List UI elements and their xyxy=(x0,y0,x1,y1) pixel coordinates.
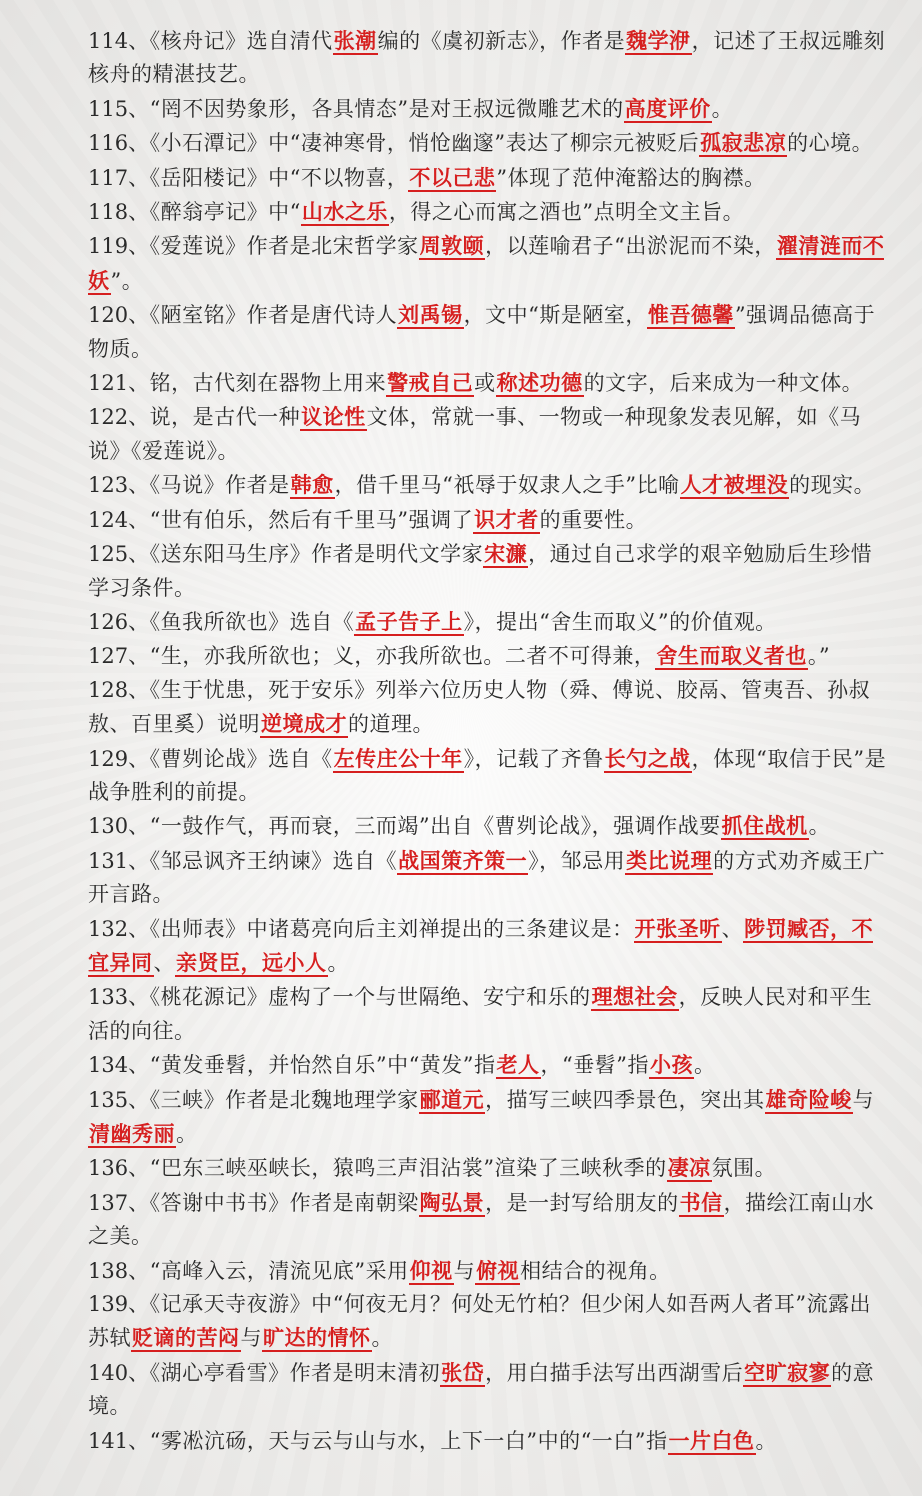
item-number: 138 xyxy=(88,1258,129,1283)
highlighted-answer: 舍生而取义者也 xyxy=(656,643,807,669)
list-item-116 xyxy=(88,126,888,160)
item-text: 、《陋室铭》作者是唐代诗人 xyxy=(128,303,398,328)
item-text: 、“生，亦我所欲也；义，亦我所欲也。二者不可得兼， xyxy=(128,644,656,669)
item-text: 、《生于忧患，死于安乐》列举六位历史人物（舜、傅说、胶鬲、管夷吾、孙叔敖、百里奚）说明 xyxy=(88,677,871,737)
highlighted-answer: 宋濂 xyxy=(484,541,528,567)
item-number: 124 xyxy=(88,507,129,532)
highlighted-answer: 称述功德 xyxy=(496,370,583,396)
item-number: 129 xyxy=(88,746,129,771)
highlighted-answer: 老人 xyxy=(496,1052,540,1078)
item-text: ，反映人民对和平生活的向往。 xyxy=(88,985,873,1043)
item-text: 、《送东阳马生序》作者是明代文学家 xyxy=(128,542,484,567)
list-item-114 xyxy=(88,24,888,92)
list-item-125 xyxy=(88,537,888,605)
list-item-128 xyxy=(88,674,888,742)
item-text: 与 xyxy=(453,1258,476,1283)
item-number: 120 xyxy=(88,303,129,328)
item-number: 135 xyxy=(88,1087,129,1112)
highlighted-answer: 小孩 xyxy=(650,1052,694,1078)
highlighted-answer: 抓住战机 xyxy=(721,813,808,839)
highlighted-answer: 警戒自己 xyxy=(387,370,474,396)
item-number: 125 xyxy=(88,542,129,567)
highlighted-answer: 雄奇险峻 xyxy=(765,1086,852,1112)
item-text: ，“垂髫”指 xyxy=(540,1053,650,1078)
item-text: 、《马说》作者是 xyxy=(128,473,290,498)
item-text: 与 xyxy=(240,1326,262,1351)
highlighted-answer: 孟子告子上 xyxy=(355,608,463,634)
item-text: 、 xyxy=(153,950,175,975)
list-item-132 xyxy=(88,912,888,981)
highlighted-answer: 张岱 xyxy=(441,1359,485,1385)
highlighted-answer: 长勺之战 xyxy=(604,745,691,771)
highlighted-answer: 战国策齐策一 xyxy=(398,847,528,873)
highlighted-answer: 理想社会 xyxy=(591,984,678,1010)
list-item-140 xyxy=(88,1356,888,1424)
highlighted-answer: 孤寂悲凉 xyxy=(700,130,787,156)
highlighted-answer: 凄凉 xyxy=(667,1155,711,1181)
item-text: 、“世有伯乐，然后有千里马”强调了 xyxy=(128,507,474,532)
item-text: 、“罔不因势象形，各具情态”是对王叔远微雕艺术的 xyxy=(128,96,624,121)
item-text: 、《岳阳楼记》中“不以物喜， xyxy=(128,165,409,190)
item-text: ”。 xyxy=(110,268,144,293)
highlighted-answer: 惟吾德馨 xyxy=(647,302,734,328)
highlighted-answer: 山水之乐 xyxy=(301,199,388,225)
highlighted-answer: 人才被埋没 xyxy=(680,472,789,498)
item-number: 122 xyxy=(88,405,129,430)
item-text: 的重要性。 xyxy=(539,507,648,532)
item-text: 、《曹刿论战》选自《 xyxy=(128,746,333,771)
item-text: 。 xyxy=(711,96,734,121)
item-text: 。 xyxy=(176,1122,198,1146)
highlighted-answer: 俯视 xyxy=(476,1257,520,1283)
highlighted-answer: 郦道元 xyxy=(419,1086,485,1112)
item-text: 。 xyxy=(755,1428,778,1453)
item-number: 137 xyxy=(88,1190,129,1215)
list-item-138 xyxy=(88,1254,888,1288)
item-number: 133 xyxy=(88,985,129,1010)
item-text: 。 xyxy=(808,814,831,839)
highlighted-answer: 清幽秀丽 xyxy=(89,1121,175,1146)
item-text: 、《出师表》中诸葛亮向后主刘禅提出的三条建议是： xyxy=(128,916,634,941)
item-number: 118 xyxy=(88,200,129,225)
item-text: 》，邹忌用 xyxy=(528,848,626,873)
list-item-121 xyxy=(88,366,888,400)
item-text: 、《小石潭记》中“凄神寒骨，悄怆幽邃”表达了柳宗元被贬后 xyxy=(128,131,700,156)
item-text: ，是一封写给朋友的 xyxy=(485,1190,679,1215)
item-number: 114 xyxy=(88,29,129,53)
item-text: 、《爱莲说》作者是北宋哲学家 xyxy=(128,234,419,259)
highlighted-answer: 张潮 xyxy=(333,28,377,53)
list-item-135 xyxy=(88,1083,888,1152)
item-text: ，通过自己求学的艰辛勉励后生珍惜学习条件。 xyxy=(88,542,873,600)
list-item-136 xyxy=(88,1151,888,1185)
item-text: ”体现了范仲淹豁达的胸襟。 xyxy=(496,165,766,190)
item-text: 、《湖心亭看雪》作者是明末清初 xyxy=(128,1360,441,1385)
item-text: 文体，常就一事、一物或一种现象发表见解，如《马说》《爱莲说》。 xyxy=(88,405,862,463)
list-item-141 xyxy=(88,1424,888,1458)
item-text: 、《核舟记》选自清代 xyxy=(128,29,333,53)
item-text: 相结合的视角。 xyxy=(520,1258,671,1283)
item-text: 。” xyxy=(807,644,831,669)
highlighted-answer: 陟罚臧否，不宜异同 xyxy=(88,915,874,975)
highlighted-answer: 周敦颐 xyxy=(419,233,485,259)
highlighted-answer: 魏学洢 xyxy=(626,28,691,53)
highlighted-answer: 识才者 xyxy=(474,506,539,532)
list-item-130 xyxy=(88,809,888,843)
item-text: ，描绘江南山水之美。 xyxy=(88,1190,875,1249)
list-item-119 xyxy=(88,229,888,298)
highlighted-answer: 仰视 xyxy=(409,1257,453,1283)
list-item-120 xyxy=(88,298,888,366)
item-text: 、《答谢中书书》作者是南朝梁 xyxy=(128,1190,419,1215)
highlighted-answer: 议论性 xyxy=(301,404,366,430)
list-item-122 xyxy=(88,400,888,468)
list-item-118 xyxy=(88,195,888,229)
item-text: ，描写三峡四季景色，突出其 xyxy=(485,1087,765,1112)
item-text: ”强调品德高于物质。 xyxy=(88,303,876,361)
item-number: 126 xyxy=(88,609,129,634)
highlighted-answer: 濯清涟而不妖 xyxy=(88,233,885,293)
item-text: 。 xyxy=(694,1053,716,1078)
item-text: 、《醉翁亭记》中“ xyxy=(128,200,301,225)
item-text: 的意境。 xyxy=(88,1360,875,1419)
highlighted-answer: 韩愈 xyxy=(290,472,334,498)
item-number: 117 xyxy=(88,165,129,190)
item-text: 、《桃花源记》虚构了一个与世隔绝、安宁和乐的 xyxy=(128,985,591,1010)
highlighted-answer: 书信 xyxy=(679,1189,723,1215)
item-text: ，体现“取信于民”是战争胜利的前提。 xyxy=(88,746,887,804)
item-number: 136 xyxy=(88,1156,129,1181)
item-text: 、“巴东三峡巫峡长，猿鸣三声泪沾裳”渲染了三峡秋季的 xyxy=(128,1156,667,1181)
item-number: 127 xyxy=(88,644,129,669)
item-text: 的心境。 xyxy=(787,131,874,156)
item-text: 与 xyxy=(852,1087,875,1112)
item-text: ，借千里马“祇辱于奴隶人之手”比喻 xyxy=(334,473,680,498)
item-text: 、《三峡》作者是北魏地理学家 xyxy=(128,1087,419,1112)
item-text: 、“一鼓作气，再而衰，三而竭”出自《曹刿论战》，强调作战要 xyxy=(128,814,721,839)
highlighted-answer: 开张圣听 xyxy=(634,915,721,941)
highlighted-answer: 逆境成才 xyxy=(261,711,347,737)
list-item-115 xyxy=(88,92,888,126)
item-number: 128 xyxy=(88,677,129,702)
item-text: 》，提出“舍生而取义”的价值观。 xyxy=(463,609,777,634)
item-text: 、“高峰入云，清流见底”采用 xyxy=(128,1258,409,1283)
item-text: 、“黄发垂髫，并怡然自乐”中“黄发”指 xyxy=(128,1053,496,1078)
item-text: 编的《虞初新志》，作者是 xyxy=(377,29,626,53)
item-number: 116 xyxy=(88,131,129,156)
list-item-123 xyxy=(88,468,888,502)
item-text: 氛围。 xyxy=(711,1156,777,1181)
item-text: 的方式劝齐威王广开言路。 xyxy=(88,848,886,907)
list-item-139 xyxy=(88,1288,888,1356)
item-text: 或 xyxy=(474,371,496,396)
item-number: 140 xyxy=(88,1360,129,1385)
item-text: 》，记载了齐鲁 xyxy=(463,746,604,771)
item-number: 131 xyxy=(88,848,129,873)
item-number: 139 xyxy=(88,1292,129,1317)
item-text: 、 xyxy=(721,916,744,941)
highlighted-answer: 高度评价 xyxy=(624,95,711,121)
item-number: 130 xyxy=(88,814,129,839)
item-number: 121 xyxy=(88,371,129,396)
item-text: 的文字，后来成为一种文体。 xyxy=(583,371,864,396)
highlighted-answer: 类比说理 xyxy=(626,847,713,873)
item-number: 141 xyxy=(88,1428,129,1453)
item-number: 134 xyxy=(88,1053,129,1078)
highlighted-answer: 亲贤臣，远小人 xyxy=(176,949,327,975)
item-text: ，用白描手法写出西湖雪后 xyxy=(485,1360,744,1385)
item-text: 的道理。 xyxy=(348,712,434,737)
item-text: ，得之心而寓之酒也”点明全文主旨。 xyxy=(388,200,745,225)
highlighted-answer: 一片白色 xyxy=(668,1427,755,1453)
highlighted-answer: 旷达的情怀 xyxy=(263,1325,371,1351)
list-item-134 xyxy=(88,1048,888,1082)
highlighted-answer: 陶弘景 xyxy=(419,1189,485,1215)
item-number: 132 xyxy=(88,916,129,941)
item-text: 、说，是古代一种 xyxy=(128,405,301,430)
knowledge-list xyxy=(88,24,888,1458)
list-item-124 xyxy=(88,503,888,537)
highlighted-answer: 刘禹锡 xyxy=(398,302,463,328)
item-number: 123 xyxy=(88,473,129,498)
item-text: 。 xyxy=(371,1326,393,1351)
item-number: 119 xyxy=(88,234,129,259)
list-item-133 xyxy=(88,980,888,1048)
list-item-131 xyxy=(88,844,888,912)
item-text: 的现实。 xyxy=(789,473,876,498)
item-text: 、“雾凇沆砀，天与云与山与水，上下一白”中的“一白”指 xyxy=(128,1428,668,1453)
item-text: ，以莲喻君子“出淤泥而不染， xyxy=(485,234,776,259)
item-text: ，文中“斯是陋室， xyxy=(463,303,647,328)
list-item-137 xyxy=(88,1186,888,1254)
item-number: 115 xyxy=(88,96,129,121)
list-item-127 xyxy=(88,639,888,673)
item-text: 、《鱼我所欲也》选自《 xyxy=(128,609,355,634)
item-text: 。 xyxy=(327,950,349,975)
highlighted-answer: 贬谪的苦闷 xyxy=(132,1325,240,1351)
item-text: 、铭，古代刻在器物上用来 xyxy=(128,371,387,396)
item-text: 、《邹忌讽齐王纳谏》选自《 xyxy=(128,848,398,873)
item-text: 、《记承天寺夜游》中“何夜无月？何处无竹柏？但少闲人如吾两人者耳”流露出苏轼 xyxy=(88,1292,872,1351)
highlighted-answer: 空旷寂寥 xyxy=(744,1359,831,1385)
list-item-117 xyxy=(88,161,888,195)
highlighted-answer: 不以己悲 xyxy=(409,164,496,190)
highlighted-answer: 左传庄公十年 xyxy=(333,745,463,771)
item-text: ，记述了王叔远雕刻核舟的精湛技艺。 xyxy=(88,29,886,87)
list-item-129 xyxy=(88,742,888,810)
list-item-126 xyxy=(88,605,888,639)
